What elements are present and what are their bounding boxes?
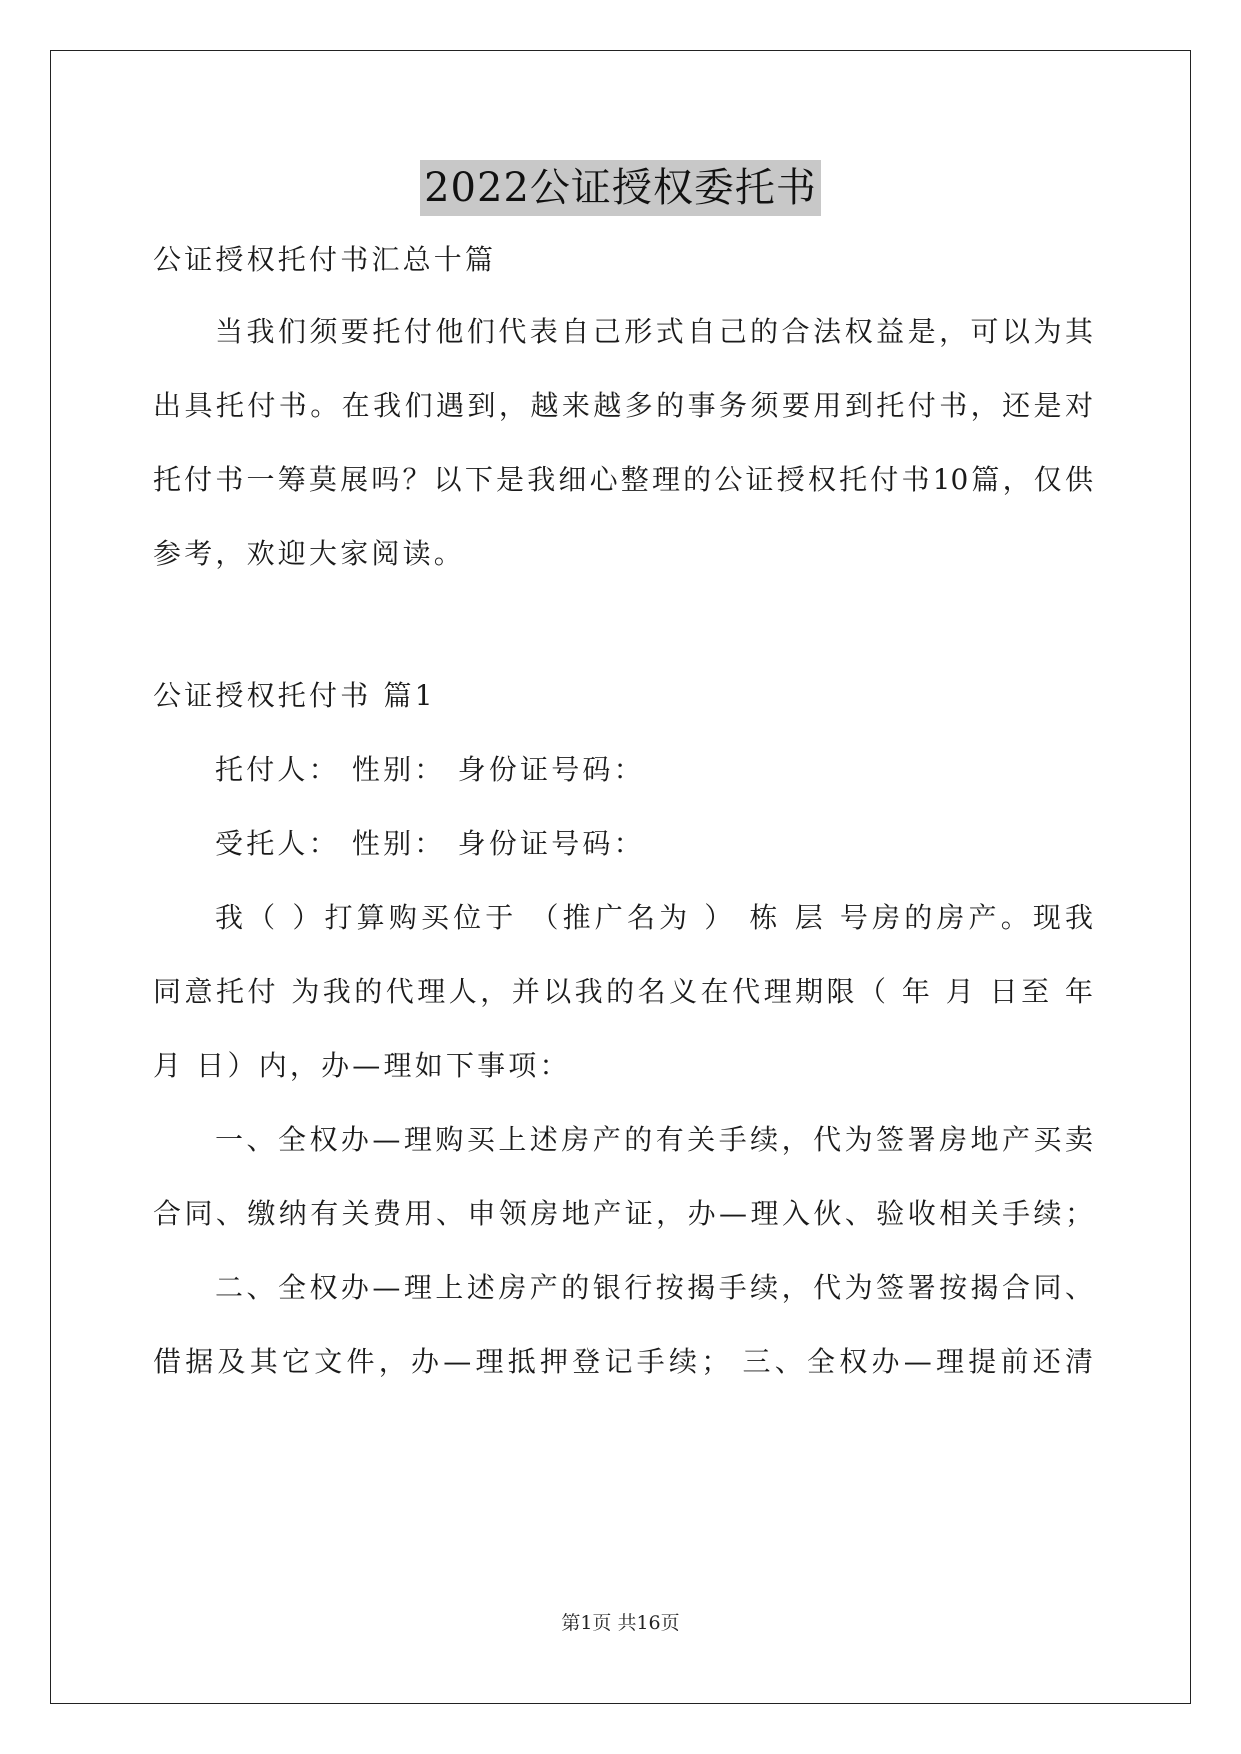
page-border bbox=[50, 50, 1191, 1704]
body-line-7: 借据及其它文件，办—理抵押登记手续； 三、全权办—理提前还清 bbox=[153, 1345, 1093, 1378]
title-container bbox=[0, 160, 1241, 216]
field-line-agent: 受托人： 性别： 身份证号码： bbox=[215, 827, 645, 860]
page-number: 第1页 共16页 bbox=[561, 1612, 680, 1634]
field-line-principal: 托付人： 性别： 身份证号码： bbox=[215, 753, 645, 786]
body-line-2: 同意托付 为我的代理人，并以我的名义在代理期限（ 年 月 日至 年 bbox=[153, 975, 1093, 1008]
body-line-6: 二、全权办—理上述房产的银行按揭手续，代为签署按揭合同、 bbox=[215, 1271, 1093, 1304]
body-line-5: 合同、缴纳有关费用、申领房地产证，办—理入伙、验收相关手续； bbox=[153, 1197, 1093, 1230]
intro-line-2: 出具托付书。在我们遇到，越来越多的事务须要用到托付书，还是对 bbox=[153, 389, 1093, 422]
intro-line-1: 当我们须要托付他们代表自己形式自己的合法权益是，可以为其 bbox=[215, 315, 1093, 348]
intro-line-3: 托付书一筹莫展吗？以下是我细心整理的公证授权托付书10篇，仅供 bbox=[153, 463, 1093, 496]
body-line-1: 我（ ）打算购买位于 （推广名为 ） 栋 层 号房的房产。现我 bbox=[215, 901, 1093, 934]
body-line-4: 一、全权办—理购买上述房产的有关手续，代为签署房地产买卖 bbox=[215, 1123, 1093, 1156]
section-heading: 公证授权托付书 篇1 bbox=[153, 679, 436, 712]
body-line-3: 月 日）内，办—理如下事项： bbox=[153, 1049, 571, 1082]
document-title: 2022公证授权委托书 bbox=[420, 160, 821, 216]
intro-line-4: 参考，欢迎大家阅读。 bbox=[153, 537, 466, 570]
document-subtitle: 公证授权托付书汇总十篇 bbox=[153, 243, 497, 276]
